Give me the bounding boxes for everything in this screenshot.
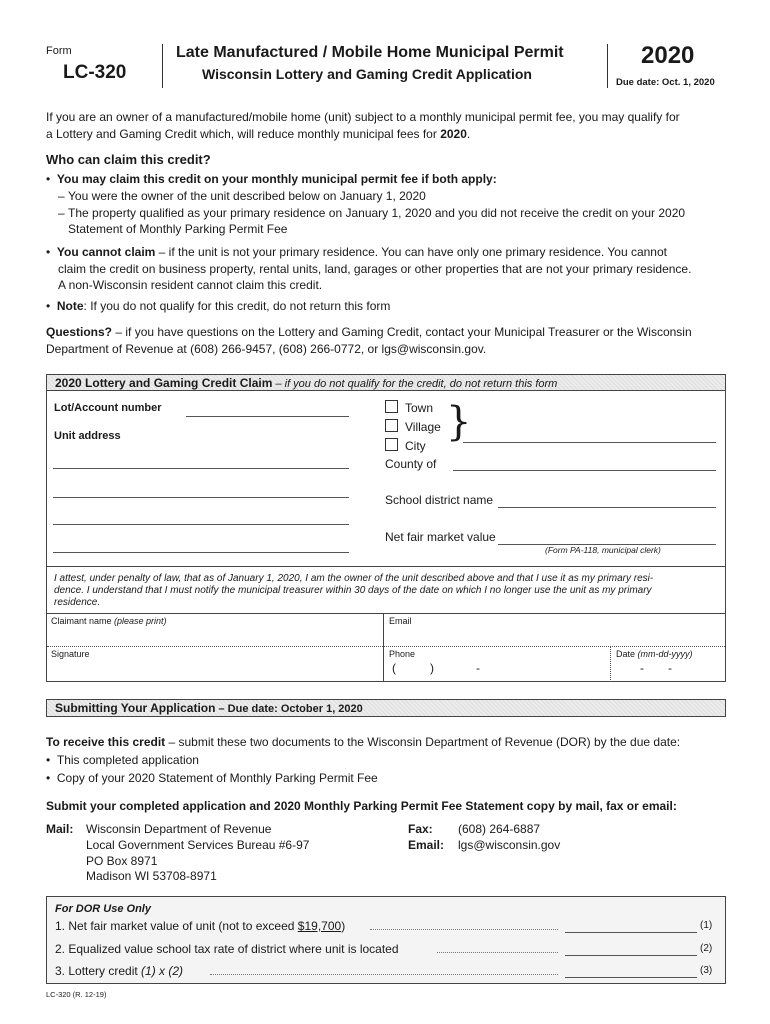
- date-dash-1: -: [640, 661, 644, 675]
- phone-label: Phone: [389, 649, 416, 659]
- intro-line-2: a Lottery and Gaming Credit which, will reduce monthly municipal fees for 2020.: [46, 127, 471, 141]
- intro-line-1: If you are an owner of a manufactured/mobile home (unit) subject to a monthly municipal permit fee, you may qualify for: [46, 110, 680, 124]
- lot-account-line: [186, 416, 349, 417]
- dor-line-3-label: 3. Lottery credit (1) x (2): [55, 964, 184, 978]
- header-due-date: Due date: Oct. 1, 2020: [616, 77, 715, 88]
- bullet-2: • You cannot claim – if the unit is not your primary residence. You can have only one primary residence. You cannot: [46, 245, 667, 259]
- dor-line-2-line: [565, 955, 697, 956]
- unit-address-input-4[interactable]: [54, 538, 348, 552]
- unit-address-line-2: [53, 497, 349, 498]
- form-year: 2020: [641, 42, 695, 69]
- village-label: Village: [405, 420, 441, 434]
- dor-line-1-label: 1. Net fair market value of unit (not to exceed $19,700): [55, 919, 346, 933]
- mail-address-line-4: Madison WI 53708-8971: [86, 869, 217, 883]
- submit-email-value: lgs@wisconsin.gov: [458, 838, 561, 852]
- attest-line-2: dence. I understand that I must notify the municipal treasurer within 30 days of the date on which I no longer use the unit as my primary: [54, 585, 652, 596]
- mail-label: Mail:: [46, 822, 74, 836]
- bullet-1-sub-2-cont: Statement of Monthly Parking Permit Fee: [68, 222, 288, 236]
- signature-field[interactable]: [51, 660, 379, 678]
- email-label: Email: [389, 616, 412, 626]
- dor-heading: For DOR Use Only: [55, 903, 151, 915]
- phone-prefix-input[interactable]: [438, 662, 474, 676]
- dor-line-2-input[interactable]: [566, 941, 694, 955]
- phone-dash: -: [476, 661, 480, 675]
- bullet-3: • Note: If you do not qualify for this credit, do not return this form: [46, 299, 391, 313]
- receive-credit-line: To receive this credit – submit these two documents to the Wisconsin Department of Revenue (DOR) by the due date:: [46, 735, 681, 749]
- unit-address-input-3[interactable]: [54, 510, 348, 524]
- attest-line-3: residence.: [54, 597, 101, 608]
- fax-label: Fax:: [408, 822, 433, 836]
- dor-line-2-leader: [437, 952, 558, 953]
- dor-line-2-label: 2. Equalized value school tax rate of district where unit is located: [55, 942, 399, 956]
- attest-line-1: I attest, under penalty of law, that as of January 1, 2020, I am the owner of the unit described above and that I use it as my primary resi-: [54, 573, 654, 584]
- county-line: [453, 470, 716, 471]
- dor-line-1-line: [565, 932, 697, 933]
- dor-line-1-input[interactable]: [566, 918, 694, 932]
- form-revision: LC-320 (R. 12-19): [46, 990, 107, 999]
- submit-email-label: Email:: [408, 838, 445, 852]
- mail-address-line-1: Wisconsin Department of Revenue: [86, 822, 272, 836]
- bullet-2-line-3: A non-Wisconsin resident cannot claim this credit.: [58, 278, 323, 292]
- village-checkbox[interactable]: [385, 419, 398, 432]
- date-label: Date (mm-dd-yyyy): [616, 649, 693, 659]
- unit-address-line-4: [53, 552, 349, 553]
- unit-address-label: Unit address: [54, 430, 121, 442]
- submit-instructions: Submit your completed application and 2020 Monthly Parking Permit Fee Statement copy by mail, fax or email:: [46, 799, 677, 813]
- phone-line-input[interactable]: [484, 662, 604, 676]
- bullet-1-sub-2: – The property qualified as your primary residence on January 1, 2020 and you did not receive the credit on your 2020: [58, 206, 686, 220]
- signature-label: Signature: [51, 649, 90, 659]
- email-input[interactable]: [389, 628, 721, 644]
- dor-line-2-number: (2): [700, 943, 713, 954]
- form-title: Late Manufactured / Mobile Home Municipal Permit: [176, 44, 564, 61]
- date-input[interactable]: [616, 662, 720, 676]
- questions-line-1: Questions? – if you have questions on the Lottery and Gaming Credit, contact your Municipal Treasurer or the Wisconsin: [46, 325, 692, 339]
- questions-line-2: Department of Revenue at (608) 266-9457, (608) 266-0772, or lgs@wisconsin.gov.: [46, 342, 487, 356]
- county-input[interactable]: [454, 456, 714, 470]
- date-vertical-divider: [610, 646, 611, 682]
- municipality-brace: }: [446, 399, 472, 445]
- fax-value: (608) 264-6887: [458, 822, 541, 836]
- school-district-line: [498, 507, 716, 508]
- lot-account-label: Lot/Account number: [54, 402, 162, 414]
- city-checkbox[interactable]: [385, 438, 398, 451]
- town-label: Town: [405, 401, 434, 415]
- form-subtitle: Wisconsin Lottery and Gaming Credit Application: [202, 66, 532, 82]
- submit-heading: Submitting Your Application – Due date: October 1, 2020: [55, 701, 363, 715]
- date-dash-2: -: [668, 661, 672, 675]
- phone-area-code-input[interactable]: [398, 662, 428, 676]
- net-fair-market-value-note: (Form PA-118, municipal clerk): [545, 545, 661, 555]
- municipality-name-line: [463, 442, 716, 443]
- phone-close-paren: ): [430, 661, 434, 675]
- submit-item-2: • Copy of your 2020 Statement of Monthly Parking Permit Fee: [46, 771, 378, 785]
- header-divider-right: [607, 44, 608, 88]
- bullet-1: • You may claim this credit on your monthly municipal permit fee if both apply:: [46, 172, 497, 186]
- city-label: City: [405, 439, 426, 453]
- dor-line-1-number: (1): [700, 920, 713, 931]
- claimant-name-label: Claimant name (please print): [51, 616, 167, 626]
- form-number: LC-320: [63, 62, 127, 83]
- mail-address-line-3: PO Box 8971: [86, 854, 158, 868]
- signature-row-top: [47, 646, 725, 647]
- header-divider-left: [162, 44, 163, 88]
- county-label: County of: [385, 457, 437, 471]
- dor-line-3-line: [565, 977, 697, 978]
- town-checkbox[interactable]: [385, 400, 398, 413]
- unit-address-line-3: [53, 524, 349, 525]
- dor-line-3-number: (3): [700, 965, 713, 976]
- mail-address-line-2: Local Government Services Bureau #6-97: [86, 838, 310, 852]
- claimant-vertical-divider: [383, 613, 384, 682]
- unit-address-input-1[interactable]: [54, 454, 348, 468]
- claimant-name-input[interactable]: [51, 628, 379, 644]
- claimant-row-top: [47, 613, 725, 614]
- net-fair-market-value-input[interactable]: [499, 530, 714, 544]
- who-heading: Who can claim this credit?: [46, 152, 211, 167]
- net-fair-market-value-label: Net fair market value: [385, 530, 496, 544]
- bullet-1-sub-1: – You were the owner of the unit described below on January 1, 2020: [58, 189, 426, 203]
- dor-line-3-input[interactable]: [566, 963, 694, 977]
- municipality-name-input[interactable]: [464, 428, 714, 442]
- dor-line-1-leader: [370, 929, 558, 930]
- unit-address-input-2[interactable]: [54, 483, 348, 497]
- lot-account-input[interactable]: [187, 402, 348, 416]
- unit-address-line-1: [53, 468, 349, 469]
- dor-line-3-leader: [210, 974, 558, 975]
- submit-item-1: • This completed application: [46, 753, 199, 767]
- school-district-input[interactable]: [499, 493, 714, 507]
- attest-divider: [47, 566, 725, 567]
- school-district-label: School district name: [385, 493, 494, 507]
- phone-open-paren: (: [392, 661, 396, 675]
- form-word: Form: [46, 45, 72, 57]
- claim-heading: 2020 Lottery and Gaming Credit Claim – if you do not qualify for the credit, do not return this form: [55, 376, 558, 390]
- bullet-2-line-2: claim the credit on business property, rental units, land, garages or other properties that are not your primary residence.: [58, 262, 692, 276]
